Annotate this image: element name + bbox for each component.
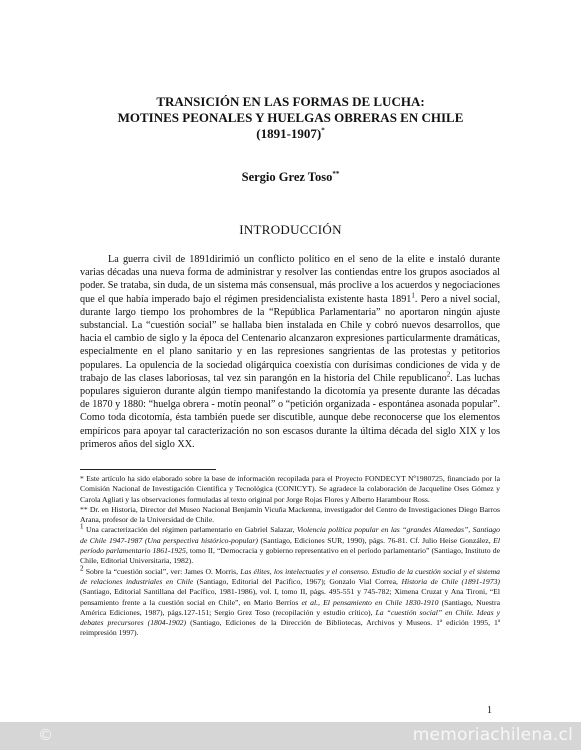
title-years: (1891-1907) [256, 126, 322, 141]
footnote-ref-1: 1 [411, 291, 415, 300]
body-text-part-1: La guerra civil de 1891dirimió un conflicto político en el seno de la elite e instaló durante varias décadas una nueva forma de administrar y resolver las contiendas entre los grupos asociados al poder. Se trataba, sin duda, de un sistema más consensual, más proclive a los acuerdos y negociaciones que el que había imperado bajo el régimen presidencialista existente hasta 1891 [80, 254, 500, 305]
copyright-icon: © [38, 726, 53, 744]
author-name: Sergio Grez Toso [241, 170, 333, 184]
author-footnote-marker: ** [332, 169, 340, 178]
footnote-2-text-a: Sobre la “cuestión social”, ver: James O. Morris, [83, 566, 241, 576]
section-heading: INTRODUCCIÓN [239, 222, 342, 237]
footnote-2-book-title-2: Historia de Chile (1891-1973) [401, 576, 500, 586]
footnote-2-book-title-3: et al., El pensamiento en Chile 1830-1910 [301, 597, 439, 607]
footnote-1 [80, 522, 500, 566]
footnote-2-text-d: (Santiago, Nuestra América Ediciones, 1987), págs.127-151; Sergio Grez Toso (recopilación y estudio crítico), [80, 597, 500, 617]
footnote-1-book-title-2: El período parlamentario 1861-1925, [80, 535, 500, 556]
site-watermark[interactable]: memoriachilena.cl [412, 725, 573, 745]
footnote-2-book-title-4: La “cuestión social” en Chile. Ideas y debates precursores (1804-1902) [80, 607, 500, 628]
footnote-double-star: ** Dr. en Historia, Director del Museo Nacional Benjamín Vicuña Mackenna, investigador del Centro de Investigaciones Diego Barros Arana, profesor de la Universidad de Chile. [80, 504, 500, 525]
footnote-2-book-title: Las élites, los intelectuales y el consenso. Estudio de la cuestión social y el sistema de relaciones industriales en Chile [80, 566, 501, 586]
footnote-1-text-b: (Santiago, Ediciones SUR, 1990), págs. 76-81. Cf. Julio Heise González, [257, 535, 494, 545]
footnote-1-text-c: tomo II, “Democracia y gobierno representativo en el período parlamentario” (Santiago, Instituto de Chile, Editorial Universitaria, 1982). [80, 546, 500, 566]
footnote-2 [80, 564, 501, 639]
article-title [60, 94, 521, 142]
footnote-1-book-title: Violencia política popular en las “grandes Alamedas”, Santiago de Chile 1947-1987 (Una perspectiva histórico-popular) [80, 525, 500, 545]
footnote-ref-2: 2 [446, 370, 451, 379]
footnote-2-text-e: (Santiago, Ediciones de la Dirección de Bibliotecas, Archivos y Museos. 1ª edición 1995, 1ª reimpresión 1997). [80, 618, 500, 638]
title-footnote-marker: * [321, 126, 325, 135]
body-text-part-2: . Pero a nivel social, durante largo tiempo los prohombres de la “República Parlamentaria” no aportaron ningún ajuste substancial. La “cuestión social” se hallaba bien instalada en Chile y cobró nuevos desarrollos, que hacia el cambio de siglo y la época del Centenario alcanzaron expresiones particularmente dramáticas, especialmente en el plano sanitario y en las represiones sangrientas de las protestas y petitorios populares. La opulencia de la sociedad oligárquica coexistía con durísimas condiciones de vida y de trabajo de las clases laboriosas, tal vez sin parangón en la historia del Chile republicano [80, 293, 501, 384]
footnote-separator [80, 469, 216, 470]
title-line-1: TRANSICIÓN EN LAS FORMAS DE LUCHA: [156, 94, 425, 109]
paragraph-indent [80, 254, 108, 265]
title-line-2: MOTINES PEONALES Y HUELGAS OBRERAS EN CHILE [117, 110, 464, 125]
page-number: 1 [487, 705, 492, 716]
footnotes [80, 474, 500, 639]
body-text-part-3: . Las luchas populares siguieron durante algún tiempo manifestando la dicotomía ya presente durante las décadas de 1870 y 1880: “huelga obrera - motín peonal” o “petición organizada - espontánea asonada popular”. Como toda dicotomía, ésta también puede ser discutible, aunque debe reconocerse que los elementos empíricos para apoyar tal caracterización no son escasos durante la última década del siglo XIX y los primeros años del siglo XX. [80, 372, 500, 450]
footnote-star: * Este artículo ha sido elaborado sobre la base de información recopilada para el Proyecto FONDECYT Nº1980725, financiado por la Comisión Nacional de Investigación Científica y Tecnológica (CONICYT). Se agradece la colaboración de Jacqueline Oses Gómez y Carola Agliati y las observaciones formuladas al texto original por Jorge Rojas Flores y Alberto Harambour Ross. [80, 474, 500, 504]
footnote-2-number: 2 [80, 564, 84, 573]
author-line [60, 170, 521, 185]
footnote-2-text-c: (Santiago, Editorial Santillana del Pacífico, 1981-1986), vol. I, tomo II, págs. 495-551 y 745-782; Ximena Cruzat y Ana Tironi, “El pensamiento frente a la cuestión social en Chile”, en Mario Berríos [80, 587, 500, 607]
title-line-3 [60, 126, 521, 142]
footnote-1-number: 1 [80, 522, 84, 531]
footnote-2-text-b: (Santiago, Editorial del Pacífico, 1967); Gonzalo Vial Correa, [193, 576, 402, 586]
footnote-1-text-a: Una caracterización del régimen parlamentario en Gabriel Salazar, [83, 525, 297, 535]
body-paragraph [80, 253, 500, 451]
